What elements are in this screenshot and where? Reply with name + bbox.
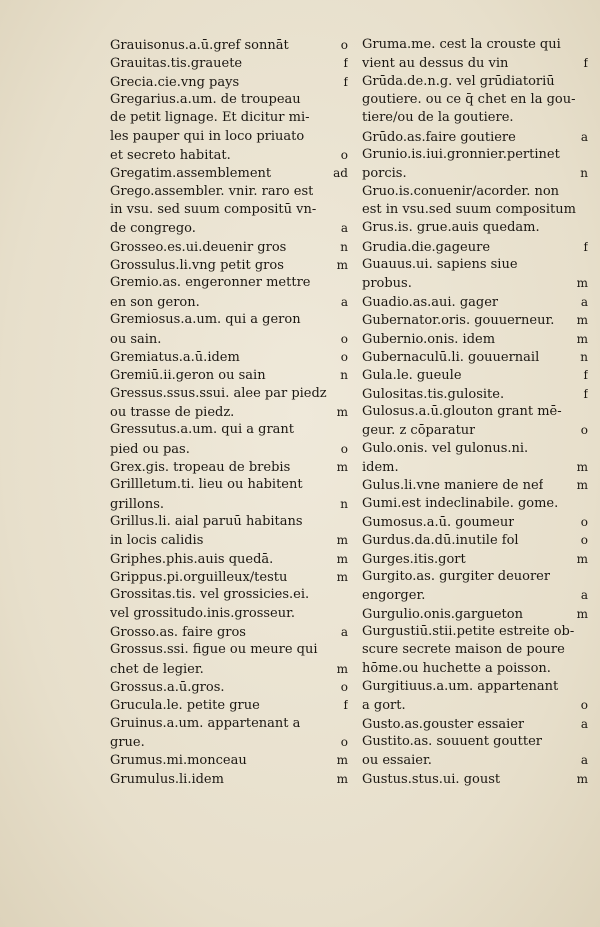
gender-marker: a — [580, 294, 588, 309]
entry-text: hōme.ou huchette a poisson. — [362, 660, 551, 676]
dictionary-line — [110, 696, 348, 714]
gender-marker: o — [340, 38, 348, 52]
dictionary-line — [362, 458, 588, 476]
entry-text: est in vsu.sed suum compositum — [362, 202, 576, 218]
gender-marker: n — [580, 349, 588, 364]
entry-text: Gumosus.a.ū. goumeur — [362, 514, 515, 530]
entry-text: Gruinus.a.um. appartenant a — [110, 715, 301, 731]
dictionary-line — [110, 73, 348, 91]
entry-text: Gurgulio.onis.gargueton — [362, 606, 523, 622]
gender-marker: m — [336, 771, 348, 786]
dictionary-line — [110, 715, 348, 733]
entry-text: Grillus.li. aial paruū habitans — [110, 513, 303, 529]
entry-text: grue. — [110, 735, 145, 751]
gender-marker: f — [343, 74, 348, 89]
dictionary-line — [110, 660, 348, 678]
entry-text: Grūdo.as.faire goutiere — [362, 129, 516, 145]
gender-marker: a — [580, 753, 588, 768]
dictionary-line — [110, 586, 348, 604]
dictionary-line — [362, 348, 588, 366]
dictionary-line — [110, 476, 348, 494]
dictionary-line — [110, 201, 348, 219]
entry-text: Grosseo.es.ui.deuenir gros — [110, 239, 287, 255]
gender-marker: m — [336, 459, 348, 474]
dictionary-line — [362, 366, 588, 384]
dictionary-line — [110, 531, 348, 549]
gender-marker: o — [340, 148, 348, 163]
dictionary-line — [110, 641, 348, 659]
entry-text: Gruo.is.conuenir/acorder. non — [362, 183, 560, 199]
dictionary-line — [362, 183, 588, 201]
gender-marker: m — [336, 258, 348, 273]
dictionary-line — [362, 476, 588, 494]
entry-text: Gulo.onis. vel gulonus.ni. — [362, 440, 529, 456]
entry-text: Gremiū.ii.geron ou sain — [110, 368, 266, 384]
dictionary-line — [362, 495, 588, 513]
gender-marker: o — [340, 441, 348, 456]
gender-marker: n — [580, 166, 588, 181]
dictionary-line — [362, 91, 588, 109]
dictionary-line — [362, 641, 588, 659]
gender-marker: a — [580, 716, 588, 731]
entry-text: in locis calidis — [110, 533, 204, 549]
dictionary-line — [362, 403, 588, 421]
dictionary-line — [110, 330, 348, 348]
dictionary-line — [110, 36, 348, 54]
dictionary-line — [110, 183, 348, 201]
entry-text: de petit lignage. Et dicitur mi- — [110, 110, 310, 126]
entry-text: Grumulus.li.idem — [110, 771, 224, 787]
dictionary-line — [362, 238, 588, 256]
entry-text: Grauisonus.a.ū.gref sonnāt — [110, 38, 289, 53]
gender-marker: m — [576, 276, 588, 291]
dictionary-line — [110, 403, 348, 421]
gender-marker: o — [580, 514, 588, 529]
entry-text: les pauper qui in loco priuato — [110, 128, 305, 144]
entry-text: Gurdus.da.dū.inutile fol — [362, 533, 519, 549]
entry-text: Gressutus.a.um. qui a grant — [110, 422, 295, 438]
gender-marker: m — [576, 459, 588, 474]
entry-text: porcis. — [362, 166, 407, 182]
gender-marker: o — [340, 349, 348, 364]
dictionary-line — [110, 164, 348, 182]
dictionary-line — [362, 586, 588, 604]
dictionary-line — [362, 623, 588, 641]
gender-marker: m — [336, 551, 348, 566]
dictionary-line — [362, 311, 588, 329]
dictionary-line — [110, 128, 348, 146]
entry-text: Gula.le. gueule — [362, 368, 462, 384]
dictionary-line — [110, 678, 348, 696]
dictionary-line — [362, 770, 588, 788]
dictionary-line — [362, 128, 588, 146]
gender-marker: m — [576, 551, 588, 566]
dictionary-line — [110, 348, 348, 366]
gender-marker: m — [576, 606, 588, 621]
dictionary-line — [110, 623, 348, 641]
dictionary-line — [110, 91, 348, 109]
entry-text: Grippus.pi.orguilleux/testu — [110, 569, 288, 585]
dictionary-line — [362, 36, 588, 54]
entry-text: Grosso.as. faire gros — [110, 625, 246, 640]
gender-marker: f — [583, 239, 588, 254]
entry-text: Guauus.ui. sapiens siue — [362, 257, 518, 273]
right-column — [362, 36, 588, 788]
entry-text: Gustus.stus.ui. goust — [362, 771, 501, 787]
gender-marker: a — [580, 588, 588, 603]
entry-text: Gulosus.a.ū.glouton grant mē- — [362, 403, 562, 419]
entry-text: Grucula.le. petite grue — [110, 698, 260, 714]
entry-text: Grauitas.tis.grauete — [110, 56, 243, 72]
dictionary-line — [362, 733, 588, 751]
entry-text: geur. z cōparatur — [362, 423, 476, 439]
entry-text: Grūda.de.n.g. vel grūdiatoriū — [362, 73, 555, 89]
gender-marker: f — [343, 56, 348, 71]
dictionary-line — [362, 54, 588, 72]
entry-text: Gubernio.onis. idem — [362, 331, 496, 347]
dictionary-line — [110, 311, 348, 329]
gender-marker: n — [340, 496, 348, 511]
dictionary-line — [362, 73, 588, 91]
dictionary-line — [362, 219, 588, 237]
entry-text: Grus.is. grue.auis quedam. — [362, 220, 540, 236]
gender-marker: m — [576, 771, 588, 786]
dictionary-line — [362, 513, 588, 531]
entry-text: ou essaier. — [362, 753, 432, 769]
entry-text: Grego.assembler. vnir. raro est — [110, 183, 314, 199]
dictionary-line — [110, 54, 348, 72]
entry-text: Gustito.as. souuent goutter — [362, 734, 542, 750]
entry-text: Grex.gis. tropeau de brebis — [110, 459, 291, 475]
entry-text: engorger. — [362, 588, 426, 604]
gender-marker: a — [340, 625, 348, 639]
entry-text: Gregarius.a.um. de troupeau — [110, 92, 301, 108]
entry-text: vel grossitudo.inis.grosseur. — [110, 605, 296, 621]
dictionary-line — [110, 219, 348, 237]
dictionary-line — [110, 146, 348, 164]
dictionary-line — [362, 660, 588, 678]
dictionary-line — [362, 201, 588, 219]
gender-marker: m — [576, 331, 588, 346]
entry-text: Gressus.ssus.ssui. alee par piedz — [110, 385, 327, 401]
gender-marker: a — [580, 129, 588, 144]
dictionary-line — [110, 751, 348, 769]
gender-marker: o — [340, 735, 348, 750]
entry-text: ou trasse de piedz. — [110, 404, 235, 420]
gender-marker: o — [580, 698, 588, 713]
entry-text: goutiere. ou ce q̄ chet en la gou- — [362, 92, 576, 108]
dictionary-line — [362, 274, 588, 292]
left-column — [110, 36, 348, 788]
gender-marker: o — [340, 331, 348, 346]
dictionary-line — [110, 256, 348, 274]
gender-marker: n — [340, 368, 348, 383]
entry-text: Gumi.est indeclinabile. gome. — [362, 495, 559, 511]
dictionary-line — [110, 421, 348, 439]
gender-marker: m — [336, 569, 348, 584]
gender-marker: o — [580, 533, 588, 548]
gender-marker: f — [583, 386, 588, 401]
gender-marker: m — [336, 404, 348, 419]
dictionary-line — [362, 568, 588, 586]
dictionary-line — [362, 293, 588, 311]
dictionary-line — [362, 605, 588, 623]
entry-text: Gremio.as. engeronner mettre — [110, 275, 311, 291]
entry-text: Griphes.phis.auis quedā. — [110, 551, 274, 567]
entry-text: ou sain. — [110, 331, 162, 347]
dictionary-line — [110, 605, 348, 623]
entry-text: Gubernaculū.li. gouuernail — [362, 349, 540, 365]
dictionary-line — [110, 366, 348, 384]
entry-text: probus. — [362, 276, 412, 292]
entry-text: vient au dessus du vin — [362, 56, 509, 72]
gender-marker: o — [580, 423, 588, 438]
gender-marker: a — [340, 221, 348, 236]
entry-text: grillons. — [110, 496, 165, 512]
dictionary-line — [362, 146, 588, 164]
gender-marker: f — [343, 698, 348, 713]
gender-marker: m — [576, 478, 588, 493]
entry-text: Gurgustiū.stii.petite estreite ob- — [362, 624, 575, 639]
dictionary-line — [110, 568, 348, 586]
dictionary-line — [110, 440, 348, 458]
entry-text: Gubernator.oris. gouuerneur. — [362, 313, 555, 329]
gender-marker: f — [583, 56, 588, 71]
entry-text: Grossus.a.ū.gros. — [110, 680, 225, 696]
dictionary-line — [362, 440, 588, 458]
entry-text: Grecia.cie.vng pays — [110, 74, 240, 90]
dictionary-line — [110, 770, 348, 788]
dictionary-line — [362, 421, 588, 439]
dictionary-line — [362, 256, 588, 274]
entry-text: Gulositas.tis.gulosite. — [362, 386, 505, 402]
entry-text: a gort. — [362, 698, 406, 714]
entry-text: in vsu. sed suum compositū vn- — [110, 202, 317, 218]
dictionary-line — [362, 678, 588, 696]
entry-text: Gusto.as.gouster essaier — [362, 716, 525, 732]
entry-text: Grillletum.ti. lieu ou habitent — [110, 477, 303, 493]
dictionary-line — [362, 751, 588, 769]
gender-marker: m — [336, 661, 348, 676]
entry-text: scure secrete maison de poure — [362, 642, 565, 658]
dictionary-line — [110, 293, 348, 311]
entry-text: Grossulus.li.vng petit gros — [110, 258, 284, 274]
dictionary-line — [110, 238, 348, 256]
entry-text: Grunio.is.iui.gronnier.pertinet — [362, 147, 560, 163]
gender-marker: m — [336, 753, 348, 768]
entry-text: Grossus.ssi. figue ou meure qui — [110, 642, 318, 658]
dictionary-line — [110, 550, 348, 568]
entry-text: Grudia.die.gageure — [362, 239, 491, 255]
entry-text: en son geron. — [110, 294, 200, 310]
dictionary-line — [110, 495, 348, 513]
dictionary-line — [110, 458, 348, 476]
entry-text: et secreto habitat. — [110, 148, 231, 164]
dictionary-line — [110, 513, 348, 531]
entry-text: idem. — [362, 459, 399, 475]
gender-marker: n — [340, 239, 348, 254]
gender-marker: ad — [333, 166, 348, 181]
entry-text: Grumus.mi.monceau — [110, 753, 247, 769]
dictionary-line — [362, 330, 588, 348]
dictionary-line — [110, 274, 348, 292]
entry-text: chet de legier. — [110, 661, 204, 677]
gender-marker: o — [340, 680, 348, 695]
entry-text: Gregatim.assemblement — [110, 166, 272, 182]
entry-text: Gulus.li.vne maniere de nef — [362, 478, 544, 494]
entry-text: Grossitas.tis. vel grossicies.ei. — [110, 587, 310, 603]
gender-marker: m — [336, 533, 348, 548]
entry-text: Gremiosus.a.um. qui a geron — [110, 312, 301, 328]
dictionary-line — [362, 385, 588, 403]
entry-text: Gurgito.as. gurgiter deuorer — [362, 568, 551, 584]
gender-marker: m — [576, 313, 588, 328]
dictionary-line — [362, 109, 588, 127]
dictionary-line — [362, 550, 588, 568]
dictionary-line — [362, 696, 588, 714]
dictionary-line — [362, 715, 588, 733]
entry-text: tiere/ou de la goutiere. — [362, 110, 514, 126]
entry-text: Guadio.as.aui. gager — [362, 294, 499, 310]
entry-text: de congrego. — [110, 221, 196, 237]
entry-text: Gremiatus.a.ū.idem — [110, 349, 240, 365]
dictionary-line — [362, 531, 588, 549]
entry-text: pied ou pas. — [110, 441, 190, 457]
entry-text: Gurgitiuus.a.um. appartenant — [362, 679, 559, 695]
dictionary-line — [362, 164, 588, 182]
dictionary-line — [110, 109, 348, 127]
dictionary-line — [110, 733, 348, 751]
dictionary-line — [110, 385, 348, 403]
entry-text: Gurges.itis.gort — [362, 551, 466, 567]
gender-marker: f — [583, 368, 588, 383]
gender-marker: a — [340, 294, 348, 309]
entry-text: Gruma.me. cest la crouste qui — [362, 37, 561, 52]
